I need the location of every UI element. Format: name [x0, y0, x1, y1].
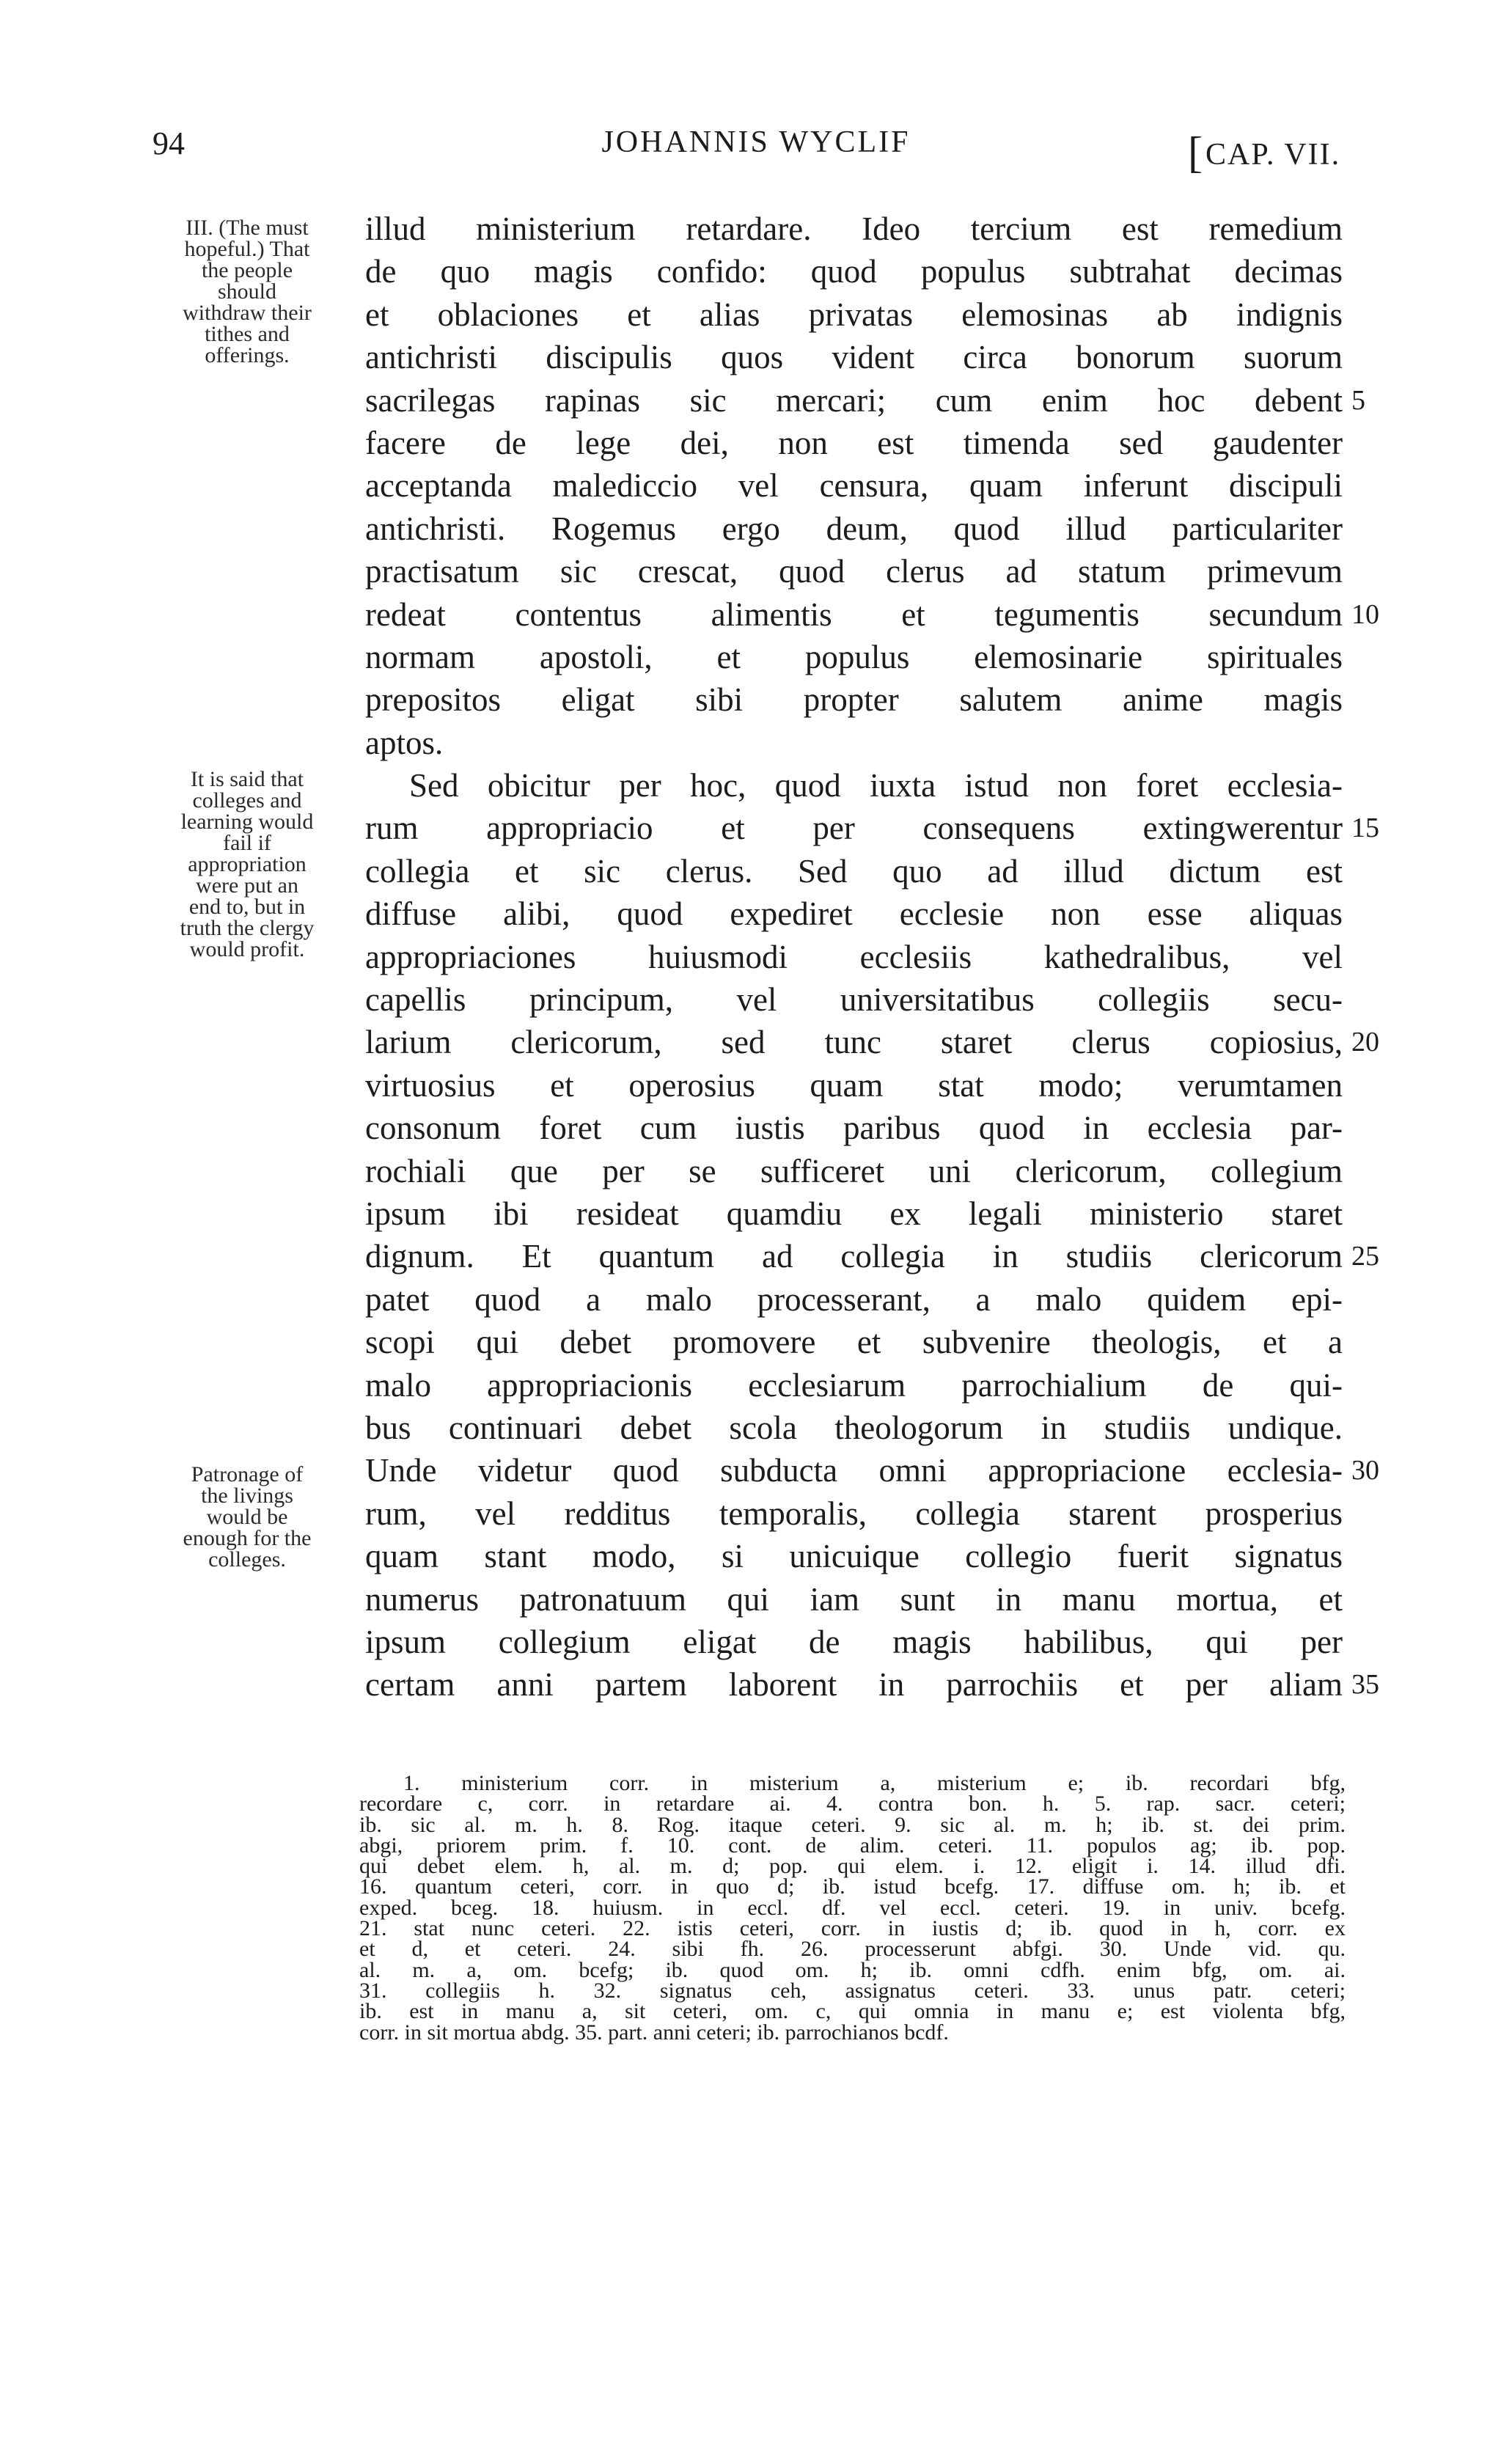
text-line [365, 550, 1343, 593]
sidenote-line: the people [201, 258, 293, 282]
page-header [0, 125, 1512, 176]
footnote-line: recordare c, corr. in retardare ai. 4. contra bon. h. 5. rap. sacr. ceteri; [359, 1792, 1346, 1816]
sidenote-line: Patronage of [191, 1462, 304, 1486]
sidenote-line: truth the clergy [180, 916, 315, 940]
line-number: 5 [1351, 384, 1365, 416]
line-text: facere de lege dei, non est timenda sed gaudenter [365, 424, 1343, 461]
line-text: collegia et sic clerus. Sed quo ad illud dictum est [365, 852, 1343, 890]
text-line [365, 336, 1343, 378]
text-line [365, 1449, 1379, 1492]
sidenote-line: tithes and [205, 322, 290, 346]
line-text: bus continuari debet scola theologorum in studiis undique. [365, 1409, 1343, 1446]
sidenote-line: fail if [223, 831, 271, 855]
line-text: larium clericorum, sed tunc staret clerus copiosius, [365, 1024, 1343, 1061]
line-text: Sed obicitur per hoc, quod iuxta istud non foret ecclesia- [409, 767, 1343, 804]
line-text: de quo magis confido: quod populus subtrahat decimas [365, 253, 1343, 290]
line-text: scopi qui debet promovere et subvenire theologis, et a [365, 1324, 1343, 1361]
text-line [365, 1235, 1379, 1277]
footnote-line: corr. in sit mortua abdg. 35. part. anni ceteri; ib. parrochianos bcdf. [359, 2020, 949, 2045]
line-text: et oblaciones et alias privatas elemosinas ab indignis [365, 296, 1343, 333]
text-line [365, 1364, 1343, 1407]
line-text: rochiali que per se sufficeret uni clericorum, collegium [365, 1152, 1343, 1189]
text-line [365, 764, 1343, 807]
chapter-reference [1188, 125, 1340, 175]
text-line [365, 1578, 1343, 1621]
footnote-line: exped. bceg. 18. huiusm. in eccl. df. vel eccl. ceteri. 19. in univ. bcefg. [359, 1895, 1346, 1920]
text-line [365, 250, 1343, 293]
running-title: JOHANNIS WYCLIF [601, 125, 911, 159]
text-line [365, 208, 1343, 250]
line-text: virtuosius et operosius quam stat modo; verumtamen [365, 1066, 1343, 1104]
sidenote-line: It is said that [190, 767, 304, 791]
sidenote-line: withdraw their [183, 301, 312, 325]
text-line [365, 936, 1343, 978]
text-line [365, 722, 1343, 764]
text-line [365, 1192, 1343, 1235]
text-line [365, 1107, 1343, 1149]
line-text: quam stant modo, si unicuique collegio fuerit signatus [365, 1538, 1343, 1575]
text-line [365, 1621, 1343, 1663]
footnote-line: et d, et ceteri. 24. sibi fh. 26. processerunt abfgi. 30. Unde vid. qu. [359, 1937, 1346, 1962]
sidenote-colleges-learning [144, 769, 351, 960]
text-line [365, 892, 1343, 935]
text-line [365, 807, 1379, 849]
text-line [365, 379, 1365, 422]
line-number: 30 [1351, 1455, 1379, 1486]
sidenote-line: would profit. [189, 937, 305, 961]
line-text: antichristi discipulis quos vident circa bonorum suorum [365, 339, 1343, 376]
line-text: normam apostoli, et populus elemosinarie spirituales [365, 638, 1343, 675]
line-text: appropriaciones huiusmodi ecclesiis kathedralibus, vel [365, 938, 1343, 975]
footnote-line: 1. ministerium corr. in misterium a, misterium e; ib. recordari bfg, [403, 1771, 1346, 1795]
sidenote-line: learning would [180, 810, 314, 834]
line-number: 20 [1351, 1027, 1379, 1058]
line-text: acceptanda malediccio vel censura, quam inferunt discipuli [365, 467, 1343, 505]
footnote-line: ib. est in manu a, sit ceteri, om. c, qui omnia in manu e; est violenta bfg, [359, 1999, 1346, 2024]
footnote-line: abgi, priorem prim. f. 10. cont. de alim. ceteri. 11. populos ag; ib. pop. [359, 1833, 1346, 1858]
line-number: 15 [1351, 813, 1379, 844]
line-text: ipsum collegium eligat de magis habilibus, qui per [365, 1623, 1343, 1660]
text-line [365, 636, 1343, 678]
line-text: redeat contentus alimentis et tegumentis secundum [365, 595, 1343, 633]
text-line [365, 1021, 1379, 1063]
line-text: practisatum sic crescat, quod clerus ad statum primevum [365, 553, 1343, 590]
chapter-label: CAP. VII. [1205, 138, 1341, 172]
sidenote-line: were put an [196, 873, 298, 898]
text-line [365, 1150, 1343, 1192]
main-text [365, 208, 1379, 1706]
chapter-bracket: [ [1188, 128, 1204, 177]
footnote-line: al. m. a, om. bcefg; ib. quod om. h; ib. omni cdfh. enim bfg, om. ai. [359, 1957, 1346, 1982]
text-line [365, 293, 1343, 336]
text-line [365, 678, 1343, 721]
sidenote-line: should [217, 279, 276, 304]
line-text: diffuse alibi, quod expediret ecclesie non esse aliquas [365, 895, 1343, 933]
line-text: consonum foret cum iustis paribus quod in ecclesia par- [365, 1110, 1343, 1147]
sidenote-line: would be [206, 1505, 288, 1529]
text-line [365, 1278, 1343, 1321]
text-line [365, 850, 1343, 892]
line-number: 25 [1351, 1241, 1379, 1272]
sidenote-patronage [144, 1464, 351, 1570]
line-text: rum, vel redditus temporalis, collegia starent prosperius [365, 1495, 1343, 1532]
line-text: aptos. [365, 724, 444, 761]
text-line [365, 422, 1343, 464]
sidenote-line: offerings. [205, 343, 290, 367]
line-text: dignum. Et quantum ad collegia in studiis clericorum [365, 1238, 1343, 1275]
line-text: ipsum ibi resideat quamdiu ex legali ministerio staret [365, 1195, 1343, 1232]
footnote-line: 21. stat nunc ceteri. 22. istis ceteri, corr. in iustis d; ib. quod in h, corr. ex [359, 1916, 1346, 1941]
footnotes-apparatus [359, 1773, 1346, 2043]
footnote-line: ib. sic al. m. h. 8. Rog. itaque ceteri. 9. sic al. m. h; ib. st. dei prim. [359, 1812, 1346, 1837]
text-line [365, 1321, 1343, 1363]
sidenote-line: enough for the [183, 1526, 312, 1550]
sidenote-people-withdraw-tithes [144, 217, 351, 366]
line-text: numerus patronatuum qui iam sunt in manu mortua, et [365, 1580, 1343, 1618]
line-text: malo appropriacionis ecclesiarum parrochialium de qui- [365, 1366, 1343, 1404]
text-line [365, 1064, 1343, 1107]
sidenote-line: colleges. [208, 1547, 286, 1572]
text-line [365, 1663, 1379, 1706]
text-line [365, 464, 1343, 507]
line-number: 10 [1351, 598, 1379, 630]
sidenote-line: colleges and [192, 788, 302, 813]
text-line [365, 507, 1343, 550]
line-number: 35 [1351, 1669, 1379, 1701]
text-line [365, 1407, 1343, 1449]
sidenote-line: end to, but in [188, 895, 306, 919]
sidenote-line: appropriation [188, 852, 307, 876]
line-text: Unde videtur quod subducta omni appropriacione ecclesia- [365, 1452, 1343, 1489]
line-text: certam anni partem laborent in parrochiis et per aliam [365, 1666, 1343, 1704]
text-line [365, 978, 1343, 1021]
line-text: antichristi. Rogemus ergo deum, quod illud particulariter [365, 510, 1343, 547]
footnote-line: 31. collegiis h. 32. signatus ceh, assignatus ceteri. 33. unus patr. ceteri; [359, 1978, 1346, 2003]
text-line [365, 1535, 1343, 1577]
line-text: patet quod a malo processerant, a malo quidem epi- [365, 1280, 1343, 1318]
line-text: illud ministerium retardare. Ideo tercium est remedium [365, 210, 1343, 247]
line-text: capellis principum, vel universitatibus collegiis secu- [365, 981, 1343, 1019]
sidenote-line: III. (The must [186, 216, 309, 240]
text-line [365, 593, 1379, 636]
text-line [365, 1492, 1343, 1535]
page-number: 94 [153, 125, 185, 161]
footnote-line: qui debet elem. h, al. m. d; pop. qui elem. i. 12. eligit i. 14. illud dfi. [359, 1854, 1346, 1879]
sidenote-line: the livings [201, 1484, 293, 1508]
sidenote-line: hopeful.) That [184, 237, 310, 261]
line-text: prepositos eligat sibi propter salutem anime magis [365, 681, 1343, 719]
line-text: rum appropriacio et per consequens extingwerentur [365, 810, 1343, 847]
footnote-line: 16. quantum ceteri, corr. in quo d; ib. istud bcefg. 17. diffuse om. h; ib. et [359, 1874, 1346, 1899]
line-text: sacrilegas rapinas sic mercari; cum enim hoc debent [365, 381, 1343, 419]
